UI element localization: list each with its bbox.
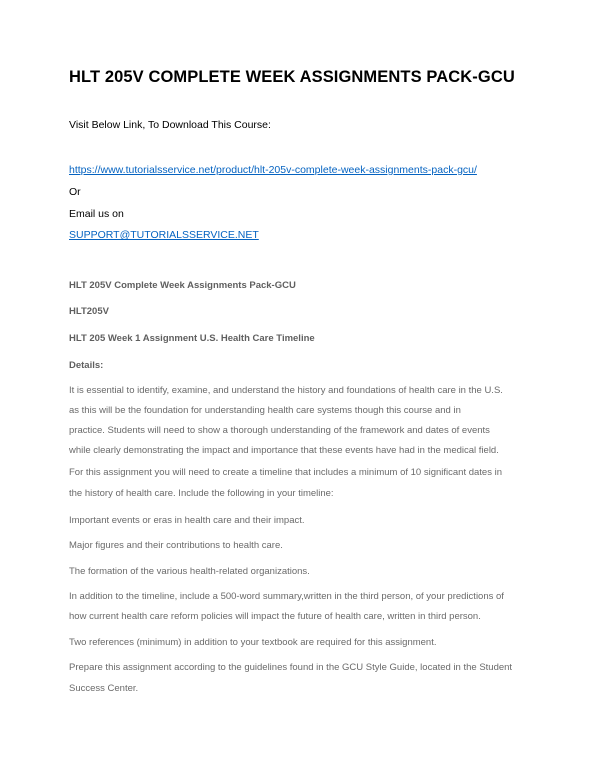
paragraph-line: For this assignment you will need to create a timeline that includes a minimum of 10 significant dates in [69, 467, 502, 478]
paragraph-line: In addition to the timeline, include a 500-word summary,written in the third person, of your predictions of [69, 591, 504, 602]
timeline-item: Important events or eras in health care and their impact. [69, 515, 305, 526]
document-title: HLT 205V COMPLETE WEEK ASSIGNMENTS PACK-GCU [69, 68, 515, 86]
paragraph-line: as this will be the foundation for understanding health care systems though this course and in [69, 405, 461, 416]
heading-details: Details: [69, 360, 104, 371]
heading-code: HLT205V [69, 306, 109, 317]
visit-text: Visit Below Link, To Download This Course: [69, 119, 271, 131]
heading-week1: HLT 205 Week 1 Assignment U.S. Health Care Timeline [69, 333, 315, 344]
paragraph-line: practice. Students will need to show a thorough understanding of the framework and dates of events [69, 425, 490, 436]
paragraph-line: while clearly demonstrating the impact and importance that these events have had in the medical field. [69, 445, 499, 456]
support-email-link[interactable]: SUPPORT@TUTORIALSSERVICE.NET [69, 229, 259, 241]
course-link[interactable]: https://www.tutorialsservice.net/product/hlt-205v-complete-week-assignments-pack-gcu/ [69, 164, 477, 176]
paragraph-line: Two references (minimum) in addition to your textbook are required for this assignment. [69, 637, 437, 648]
timeline-item: Major figures and their contributions to health care. [69, 540, 283, 551]
paragraph-line: Success Center. [69, 683, 139, 694]
paragraph-line: the history of health care. Include the following in your timeline: [69, 488, 334, 499]
paragraph-line: how current health care reform policies will impact the future of health care, written in third person. [69, 611, 481, 622]
email-text: Email us on [69, 208, 124, 220]
paragraph-line: It is essential to identify, examine, and understand the history and foundations of health care in the U.S. [69, 385, 503, 396]
heading-pack: HLT 205V Complete Week Assignments Pack-GCU [69, 280, 296, 291]
timeline-item: The formation of the various health-related organizations. [69, 566, 310, 577]
or-text: Or [69, 186, 81, 198]
paragraph-line: Prepare this assignment according to the guidelines found in the GCU Style Guide, located in the Student [69, 662, 513, 673]
